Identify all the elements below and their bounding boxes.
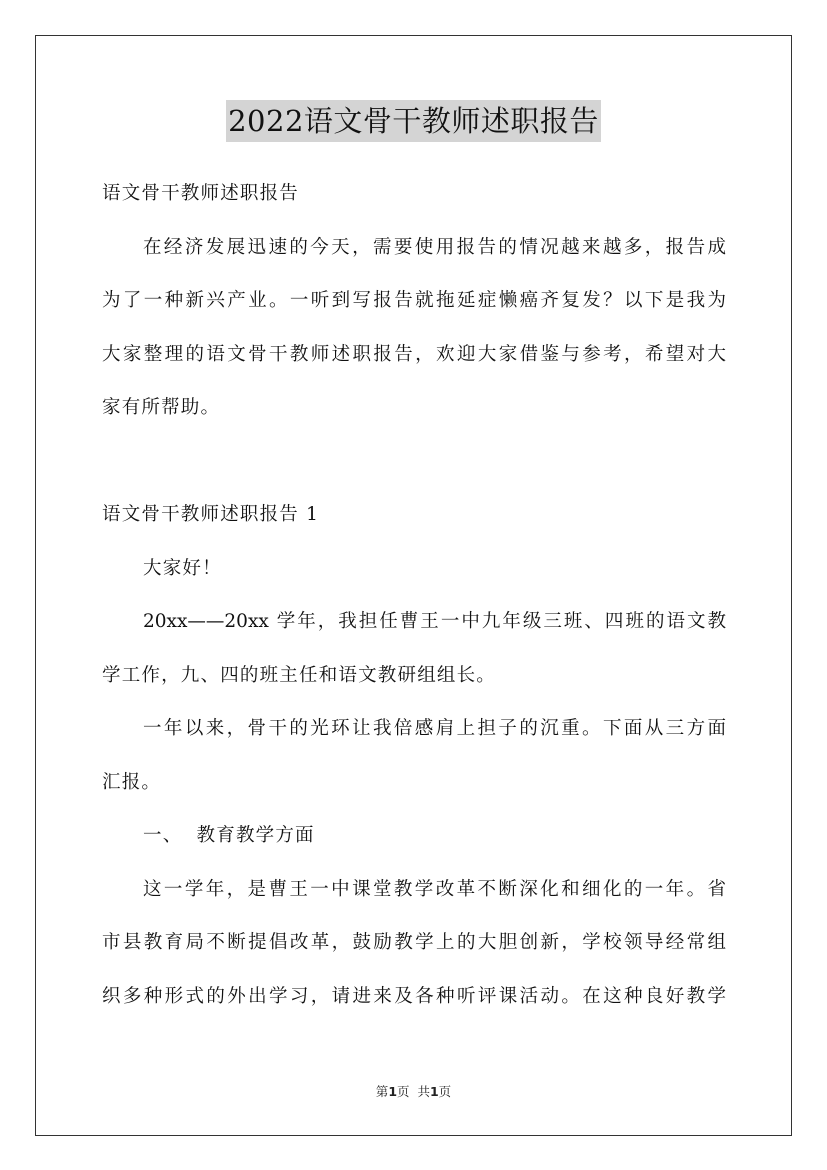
paragraph-line: 市县教育局不断提倡改革，鼓励教学上的大胆创新，学校领导经常组	[102, 932, 726, 953]
footer-total-pages: 1	[429, 1084, 439, 1099]
document-title: 2022语文骨干教师述职报告	[226, 100, 601, 142]
paragraph-line: 汇报。	[102, 771, 162, 793]
intro-line: 为了一种新兴产业。一听到写报告就拖延症懒癌齐复发？以下是我为	[102, 290, 726, 311]
paragraph-gap	[102, 440, 726, 494]
greeting: 大家好！	[143, 557, 222, 579]
intro-line: 大家整理的语文骨干教师述职报告，欢迎大家借鉴与参考，希望对大	[102, 343, 726, 365]
subheading: 一、 教育教学方面	[143, 825, 315, 846]
title-container	[0, 100, 827, 142]
paragraph-line: 学工作，九、四的班主任和语文教研组组长。	[102, 664, 497, 686]
footer-mid: 页 共	[397, 1084, 430, 1099]
footer-suffix: 页	[438, 1084, 452, 1099]
footer-prefix: 第	[375, 1084, 389, 1099]
document-body	[102, 172, 726, 1028]
footer-current-page: 1	[388, 1084, 398, 1099]
intro-line: 在经济发展迅速的今天，需要使用报告的情况越来越多，报告成	[143, 236, 726, 258]
paragraph-line: 这一学年，是曹王一中课堂教学改革不断深化和细化的一年。省	[143, 878, 726, 900]
paragraph-line: 一年以来，骨干的光环让我倍感肩上担子的沉重。下面从三方面	[143, 718, 726, 739]
paragraph-line: 织多种形式的外出学习，请进来及各种听评课活动。在这种良好教学	[102, 985, 726, 1007]
paragraph-line: 20xx——20xx 学年，我担任曹王一中九年级三班、四班的语文教	[143, 611, 726, 632]
section-heading: 语文骨干教师述职报告 1	[102, 504, 320, 525]
document-subtitle: 语文骨干教师述职报告	[102, 183, 300, 204]
intro-line: 家有所帮助。	[102, 397, 221, 418]
page-footer	[0, 1082, 827, 1100]
